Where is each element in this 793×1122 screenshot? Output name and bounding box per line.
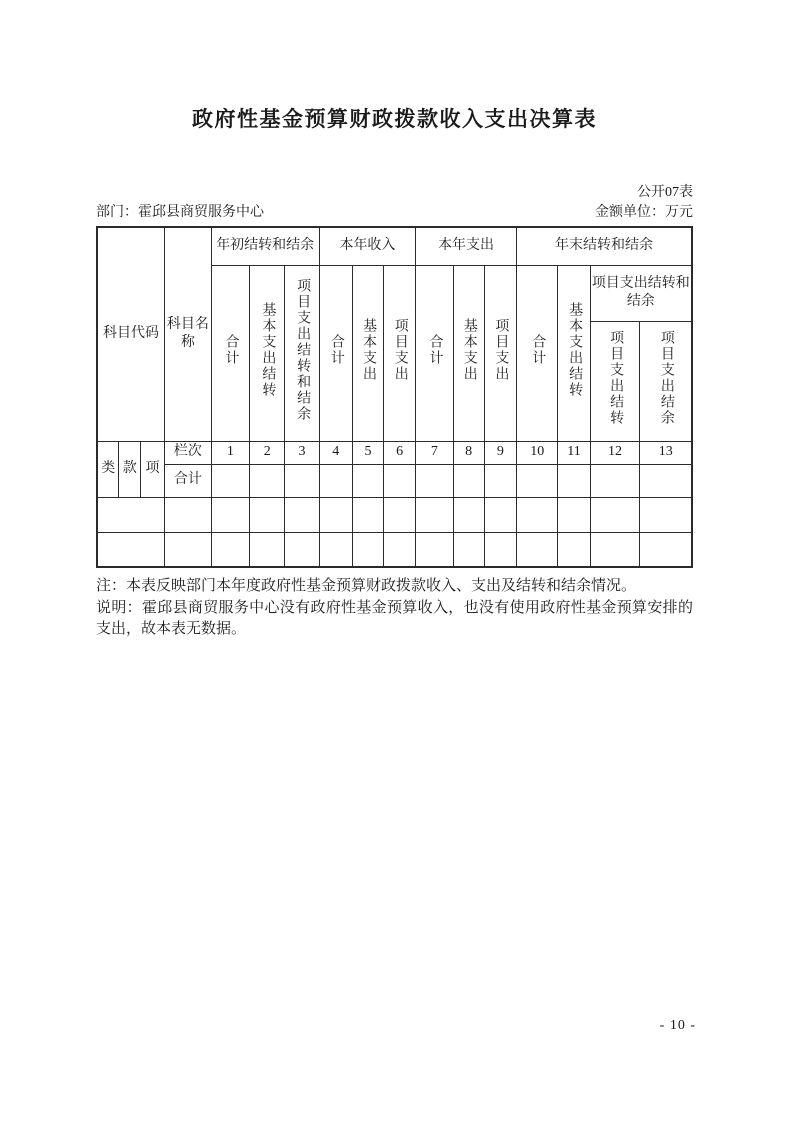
code-cell: [97, 497, 165, 532]
header-group-year-expense: 本年支出: [416, 227, 517, 265]
data-cell: [319, 497, 352, 532]
code-col-category: 类: [97, 441, 119, 497]
data-cell: [484, 464, 516, 497]
col-header-income-project: 项目支出: [384, 265, 416, 441]
column-number: 12: [590, 441, 640, 464]
data-cell: [250, 532, 285, 567]
header-subject-code: 科目代码: [97, 227, 165, 441]
lanci-label: 栏次: [165, 441, 212, 464]
column-number: 6: [384, 441, 416, 464]
data-cell: [590, 532, 640, 567]
header-group-begin-balance: 年初结转和结余: [211, 227, 319, 265]
doc-number-label: 公开07表: [637, 185, 693, 200]
data-cell: [484, 532, 516, 567]
column-number: 10: [516, 441, 558, 464]
data-cell: [558, 532, 590, 567]
header-group-end-balance: 年末结转和结余: [516, 227, 692, 265]
data-cell: [285, 532, 319, 567]
data-cell: [640, 497, 692, 532]
data-cell: [453, 497, 484, 532]
column-number: 7: [416, 441, 453, 464]
data-cell: [416, 464, 453, 497]
column-number: 9: [484, 441, 516, 464]
total-row-label: 合计: [165, 464, 212, 497]
data-cell: [453, 532, 484, 567]
data-cell: [416, 532, 453, 567]
data-cell: [250, 497, 285, 532]
data-cell: [319, 464, 352, 497]
data-cell: [352, 532, 383, 567]
unit-label: 金额单位：万元: [595, 205, 693, 220]
col-header-begin-project-carry: 项目支出结转和结余: [285, 265, 319, 441]
column-number: 4: [319, 441, 352, 464]
explanation-line: 说明：霍邱县商贸服务中心没有政府性基金预算收入，也没有使用政府性基金预算安排的支出，故本表无数据。: [96, 600, 693, 637]
department-label: 部门：霍邱县商贸服务中心: [96, 205, 264, 220]
name-cell: [165, 532, 212, 567]
col-header-income-basic: 基本支出: [352, 265, 383, 441]
col-header-expense-project: 项目支出: [484, 265, 516, 441]
col-header-income-total: 合计: [319, 265, 352, 441]
fund-budget-final-accounts-table: [96, 226, 693, 568]
data-cell: [319, 532, 352, 567]
column-number: 5: [352, 441, 383, 464]
data-cell: [640, 532, 692, 567]
data-cell: [516, 464, 558, 497]
table-meta-row: [96, 204, 693, 222]
note-line: 注：本表反映部门本年度政府性基金预算财政拨款收入、支出及结转和结余情况。: [96, 578, 637, 594]
header-group-year-income: 本年收入: [319, 227, 416, 265]
column-number: 11: [558, 441, 590, 464]
data-cell: [640, 464, 692, 497]
col-header-expense-basic: 基本支出: [453, 265, 484, 441]
data-cell: [285, 497, 319, 532]
col-header-end-project-surplus: 项目支出结余: [640, 321, 692, 441]
data-cell: [211, 532, 249, 567]
data-cell: [211, 497, 249, 532]
data-cell: [590, 464, 640, 497]
col-header-end-project-carry: 项目支出结转: [590, 321, 640, 441]
col-header-end-total: 合计: [516, 265, 558, 441]
col-header-begin-total: 合计: [211, 265, 249, 441]
data-cell: [416, 497, 453, 532]
data-cell: [352, 497, 383, 532]
data-cell: [384, 464, 416, 497]
data-cell: [516, 532, 558, 567]
code-col-subitem: 项: [141, 441, 165, 497]
data-cell: [250, 464, 285, 497]
page-number: - 10 -: [659, 1018, 696, 1033]
column-number: 3: [285, 441, 319, 464]
data-cell: [590, 497, 640, 532]
data-cell: [285, 464, 319, 497]
col-header-begin-basic-carry: 基本支出结转: [250, 265, 285, 441]
data-cell: [384, 497, 416, 532]
data-cell: [558, 464, 590, 497]
column-number: 1: [211, 441, 249, 464]
name-cell: [165, 497, 212, 532]
header-end-project-group: 项目支出结转和结余: [590, 265, 692, 321]
table-notes: [96, 576, 693, 640]
data-cell: [352, 464, 383, 497]
data-cell: [211, 464, 249, 497]
data-cell: [558, 497, 590, 532]
data-cell: [516, 497, 558, 532]
col-header-end-basic-carry: 基本支出结转: [558, 265, 590, 441]
code-cell: [97, 532, 165, 567]
data-cell: [484, 497, 516, 532]
header-subject-name: 科目名称: [165, 227, 212, 441]
page-content: [96, 0, 693, 640]
data-cell: [453, 464, 484, 497]
column-number: 8: [453, 441, 484, 464]
page-title: 政府性基金预算财政拨款收入支出决算表: [192, 108, 597, 131]
column-number: 2: [250, 441, 285, 464]
col-header-expense-total: 合计: [416, 265, 453, 441]
code-col-item: 款: [119, 441, 141, 497]
data-cell: [384, 532, 416, 567]
column-number: 13: [640, 441, 692, 464]
